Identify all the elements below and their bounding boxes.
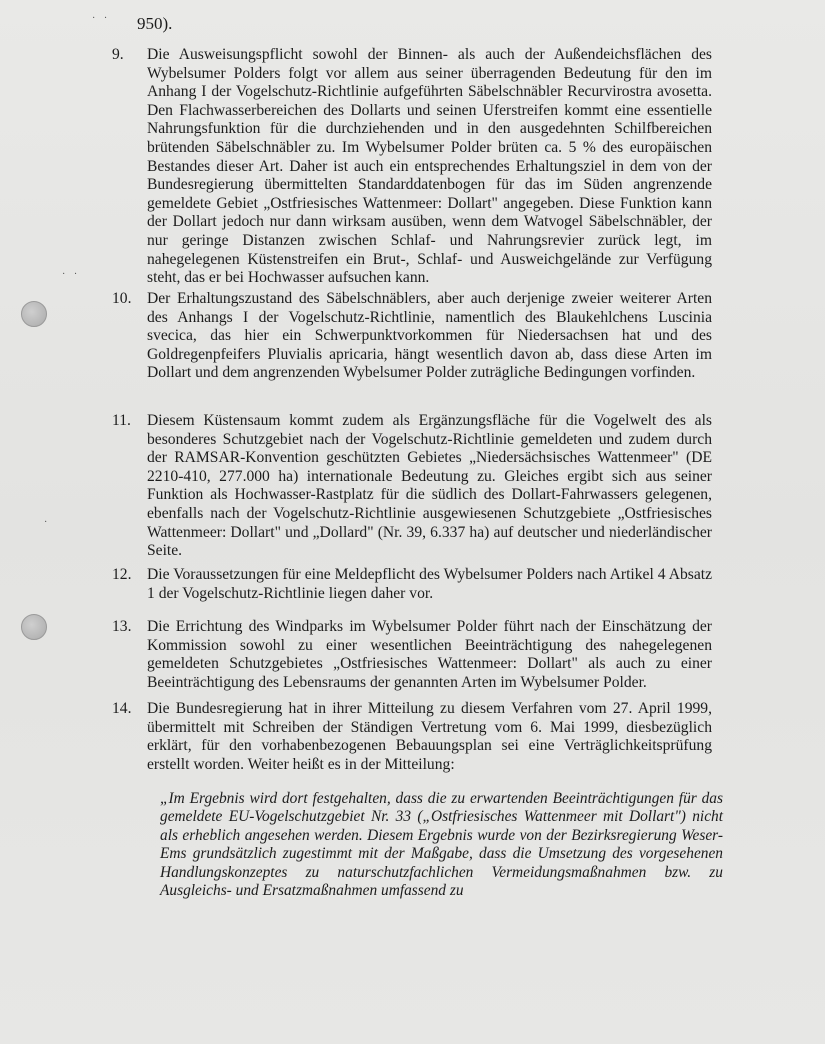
paragraph-text: Der Erhaltungszustand des Säbelschnäblers, aber auch derjenige zweier weiterer Arten des Anhangs I der Vogelschutz-Richtlinie, namentlich des Blaukehlchens Luscinia svecica, das hier ein Schwerpunktvorkommen für Niedersachsen hat und des Goldregenpfeifers Pluvialis apricaria, hängt wesentlich davon ab, dass diese Arten im Dollart und dem angrenzenden Wybelsumer Polder zuträgliche Bedingungen vorfinden. [147,290,712,382]
punch-hole-top [21,301,47,327]
paragraph-11 [112,412,712,561]
paragraph-13 [112,618,712,692]
paragraph-number: 12. [112,566,132,583]
paragraph-text: Die Errichtung des Windparks im Wybelsumer Polder führt nach der Einschätzung der Kommission sowohl zu einer wesentlichen Beeinträchtigung des nahegelegenen gemeldeten Schutzgebietes „Ostfriesisches Wattenmeer: Dollart" als auch zu einer Beeinträchtigung des Lebensraums der genannten Arten im Wybelsumer Polder. [147,618,712,691]
paragraph-number: 9. [112,46,124,63]
paragraph-14 [112,700,712,774]
scan-noise-mark: · [44,517,51,528]
paragraph-number: 10. [112,290,132,307]
paragraph-text: Diesem Küstensaum kommt zudem als Ergänzungsfläche für die Vogelwelt des als besonderes Schutzgebiet nach der Vogelschutz-Richtlinie gemeldeten und zudem durch der RAMSAR-Konvention geschützten Gebietes „Niedersächsisches Wattenmeer" (DE 2210-410, 277.000 ha) internationale Bedeutung zu. Gleiches ergibt sich aus seiner Funktion als Hochwasser-Rastplatz für die südlich des Dollart-Fahrwassers gelegenen, ebenfalls nach der Vogelschutz-Richtlinie ausgewiesenen Schutzgebiete „Ostfriesisches Wattenmeer: Dollart" und „Dollard" (Nr. 39, 6.337 ha) auf deutscher und niederländischer Seite. [147,412,712,560]
paragraph-number: 11. [112,412,131,429]
scan-noise-mark: · · [62,269,81,280]
paragraph-text: Die Bundesregierung hat in ihrer Mitteilung zu diesem Verfahren vom 27. April 1999, übermittelt mit Schreiben der Ständigen Vertretung vom 6. Mai 1999, diesbezüglich erklärt, für den vorhabenbezogenen Bebauungsplan sei eine Verträglichkeitsprüfung erstellt worden. Weiter heißt es in der Mitteilung: [147,700,712,773]
paragraph-text: Die Voraussetzungen für eine Meldepflicht des Wybelsumer Polders nach Artikel 4 Absatz 1 der Vogelschutz-Richtlinie liegen daher vor. [147,566,712,602]
paragraph-number: 13. [112,618,132,635]
block-quote: „Im Ergebnis wird dort festgehalten, dass die zu erwartenden Beeinträchtigungen für das gemeldete EU-Vogelschutzgebiet Nr. 33 („Ostfriesisches Wattenmeer mit Dollart") nicht als erheblich angesehen werden. Diesem Ergebnis wurde von der Bezirksregierung Weser-Ems grundsätzlich zugestimmt mit der Maßgabe, dass die Umsetzung des vorgesehenen Handlungskonzeptes zu naturschutzfachlichen Vermeidungsmaßnahmen bzw. zu Ausgleichs- und Ersatzmaßnahmen umfassend zu [160,790,723,900]
paragraph-12 [112,566,712,603]
paragraph-10 [112,290,712,383]
paragraph-text: Die Ausweisungspflicht sowohl der Binnen- als auch der Außendeichsflächen des Wybelsumer Polders folgt vor allem aus seiner überragenden Bedeutung für den im Anhang I der Vogelschutz-Richtlinie aufgeführten Säbelschnäbler Recurvirostra avosetta. Den Flachwasserbereichen des Dollarts und seinen Uferstreifen kommt eine essentielle Nahrungsfunktion für die durchziehenden und in den ausgedehnten Schilfbereichen brütenden Säbelschnäbler zu. Im Wybelsumer Polder brüten ca. 5 % des europäischen Bestandes dieser Art. Daher ist auch ein entsprechendes Erhaltungsziel in dem von der Bundesregierung übermittelten Standarddatenbogen für das im Süden angrenzende gemeldete Gebiet „Ostfriesisches Wattenmeer: Dollart" angegeben. Diese Funktion kann der Dollart jedoch nur dann wirksam ausüben, wenn dem Watvogel Säbelschnäbler, der nur geringe Distanzen zwischen Schlaf- und Nahrungsrevier zurück legt, im nahegelegenen Küstenstreifen ein Brut-, Schlaf- und Ausweichgelände zur Verfügung steht, das er bei Hochwasser aufsuchen kann. [147,46,712,287]
page-top-fragment: 950). [137,14,173,33]
scan-noise-mark: · · [92,13,111,24]
paragraph-9 [112,46,712,288]
punch-hole-bottom [21,614,47,640]
paragraph-number: 14. [112,700,132,717]
